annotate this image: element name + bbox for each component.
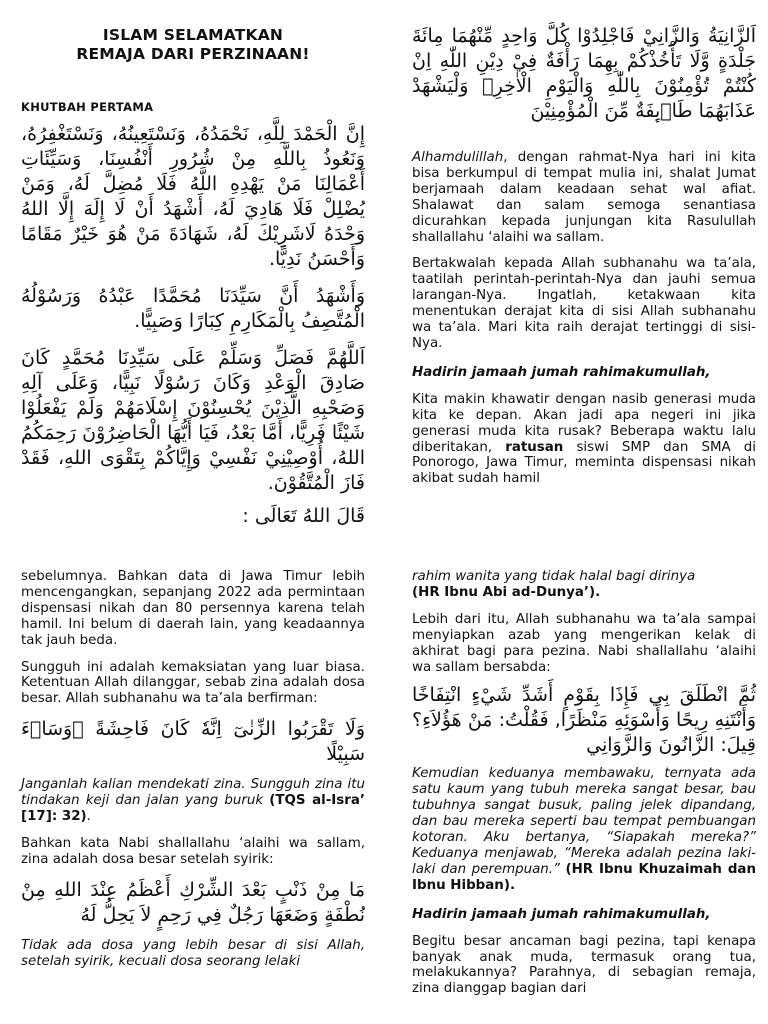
arabic-opening-praise: إِنَّ الْحَمْدَ لِلَّهِ، نَحْمَدُهُ، وَنَسْتَعِينُهُ، وَنَسْتَغْفِرُهُ، وَنَعُوذُ بِاللَّهِ مِنْ شُرُورِ أَنْفُسِنَا، وَسَيِّئَاتِ أَعْمَالِنَا مَنْ يَهْدِهِ اللَّهُ فَلَا مُضِلَّ لَهُ، وَمَنْ يُضْلِلْ فَلَا هَادِيَ لَهُ، أَشْهَدُ أَنْ لَا إِلَهَ إِلَّا اللهُ وَحْدَهُ لَاشَرِيْكَ لَهُ، شَهَادَةَ مَنْ هُوَ خَيْرٌ مَقَامًا وَأَحْسَنُ نَدِيًّا. [21, 123, 365, 270]
title-line-1: ISLAM SELAMATKAN [102, 26, 284, 44]
khutbah-heading: KHUTBAH PERTAMA [21, 100, 154, 114]
hadith-dosa-continuation [412, 569, 756, 601]
left-column-top [21, 26, 365, 529]
hadith-azab-translation [412, 766, 756, 893]
arabic-hadith-dosa: مَا مِنْ ذَنْبٍ بَعْدَ الشِّرْكِ أَعْظَمُ عِنْدَ اللهِ مِنْ نُطْفَةٍ وَضَعَهَا رَجُلٌ فِي رَحِمٍ لاَ يَحِلُّ لَهُ [21, 878, 365, 926]
paragraph-opening-rest: , dengan rahmat-Nya hari ini kita bisa berkumpul di tempat mulia ini, shalat Jumat berjamaah dalam keadaan sehat wal afiat. Shalawat dan salam semoga senantiasa dicurahkan kepada junjungan kita Rasulullah shallallahu ‘alaihi wa sallam. [412, 150, 756, 245]
hadith-azab-reference: (HR Ibnu Khuzaimah dan Ibnu Hibban). [412, 861, 756, 893]
isra-end: . [86, 809, 91, 825]
paragraph-azab: Lebih dari itu, Allah subhanahu wa ta’ala sampai menyiapkan azab yang mengerikan kelak di akhirat bagi para pezina. Nabi shallallahu ‘alaihi wa sallam bersabda: [412, 611, 756, 675]
arabic-hadith-azab: ثُمَّ انْطَلَقَ بِي فَإِذَا بِقَوْمٍ أَشَدِّ شَيْءٍ انْتِفَاخًا وَأَنْتَنِهِ رِيحًا وَأَسْوَئِهِ مَنْظَرًا, فَقُلْتُ: مَنْ هَؤُلاَءِ؟ قِيلَ: الزَّانُونَ وَالزَّوَانِي [412, 684, 756, 757]
hadith-dosa-cont-text: rahim wanita yang tidak halal bagi dirinya [412, 569, 696, 584]
paragraph-data-jatim: sebelumnya. Bahkan data di Jawa Timur lebih mencengangkan, sepanjang 2022 ada permintaan dispensasi nikah dan 80 persennya karena telah hamil. Ini belum di daerah lain, yang keadaannya tak jauh beda. [21, 569, 365, 648]
right-column-bottom [412, 569, 756, 997]
isra-translation-text: Janganlah kalian mendekati zina. Sungguh zina itu tindakan keji dan jalan yang buruk [21, 777, 365, 809]
arabic-verse-al-isra: وَلَا تَقْرَبُوا الزِّنٰىٓ اِنَّهٗ كَانَ فَاحِشَةً ۗوَسَاۤءَ سَبِيْلًا [21, 718, 365, 766]
alhamdulillah-text: Alhamdulillah [412, 150, 504, 165]
arabic-qala-allah: قَالَ اللهُ تَعَالَى : [242, 505, 365, 527]
arabic-verse-an-nur: اَلزَّانِيَةُ وَالزَّانِيْ فَاجْلِدُوْا كُلَّ وَاحِدٍ مِّنْهُمَا مِائَةَ جَلْدَةٍ وَّلَا تَأْخُذْكُمْ بِهِمَا رَأْفَةٌ فِيْ دِيْنِ اللّٰهِ اِنْ كُنْتُمْ تُؤْمِنُوْنَ بِاللّٰهِ وَالْيَوْمِ الْاٰخِرِۚ وَلْيَشْهَدْ عَذَابَهُمَا طَاۤىِٕفَةٌ مِّنَ الْمُؤْمِنِيْنَ [412, 25, 756, 122]
right-column-top [412, 24, 756, 487]
hadith-azab-translation-text: Kemudian keduanya membawaku, ternyata ada satu kaum yang tubuh mereka sangat besar, bau tubuhnya sangat busuk, paling jelek dipandang, dan bau mereka seperti bau tempat pembuangan kotoran. Aku bertanya, “Siapakah mereka?” Keduanya menjawab, “Mereka adalah pezina laki-laki dan perempuan.” [412, 766, 756, 877]
title-line-2: REMAJA DARI PERZINAAN! [76, 45, 310, 63]
paragraph-opening [412, 150, 756, 245]
article-title [21, 26, 365, 64]
hadirin-heading-1: Hadirin jamaah jumah rahimakumullah, [412, 364, 711, 380]
paragraph-kemaksiatan: Sungguh ini adalah kemaksiatan yang luar biasa. Ketentuan Allah dilanggar, sebab zina adalah dosa besar. Allah subhanahu wa ta’ala berfirman: [21, 659, 365, 707]
paragraph-ancaman: Begitu besar ancaman bagi pezina, tapi kenapa banyak anak muda, termasuk orang tua, melakukannya? Parahnya, di sebagian remaja, zina dianggap bagian dari [412, 933, 756, 997]
left-column-bottom [21, 569, 365, 970]
arabic-salawat: اَللَّهُمَّ فَصَلِّ وَسَلِّمْ عَلَى سَيِّدِنَا مُحَمَّدٍ كَانَ صَادِقَ الْوَعْدِ وَكَانَ رَسُوْلًا نَبِيًّا، وَعَلَى آلِهِ وَصَحْبِهِ الَّذِيْنَ يُحْسِنُوْنَ إِسْلَامَهُمْ وَلَمْ يَفْعَلُوْا شَيْئًا فَرِيًّا، أَمَّا بَعْدُ، فَيَا أَيُّهَا الْحَاضِرُوْنَ رَحِمَكُمُ اللهُ، أُوْصِيْنِيْ نَفْسِيْ وَإِيَّاكُمْ بِتَقْوَى اللهِ، فَقَدْ فَازَ الْمُتَّقُوْنَ. [21, 347, 365, 494]
paragraph-generasi-a: Kita makin khawatir dengan nasib generasi muda kita ke depan. Akan jadi apa negeri ini jika generasi muda kita rusak? Beberapa waktu lalu diberitakan, [412, 391, 756, 455]
hadith-dosa-translation: Tidak ada dosa yang lebih besar di sisi Allah, setelah syirik, kecuali dosa seorang lelaki [21, 937, 365, 969]
paragraph-generasi [412, 392, 756, 487]
paragraph-takwa: Bertakwalah kepada Allah subhanahu wa ta’ala, taatilah perintah-perintah-Nya dan jauhi semua larangan-Nya. Ingatlah, ketakwaan kita menentukan derajat kita di sisi Allah subhanahu wa ta’ala. Mari kita raih derajat tertinggi di sisi-Nya. [412, 256, 756, 351]
arabic-shahada: وَأَشْهَدُ أَنَّ سَيِّدَنَا مُحَمَّدًا عَبْدُهُ وَرَسُوْلُهُ الْمُتَّصِفُ بِالْمَكَارِمِ كِبَارًا وَصَبِيًّا. [21, 285, 365, 332]
paragraph-generasi-b: siswi SMP dan SMA di Ponorogo, Jawa Timur, meminta dispensasi nikah akibat sudah hamil [412, 439, 756, 487]
paragraph-dosa-besar: Bahkan kata Nabi shallallahu ‘alaihi wa sallam, zina adalah dosa besar setelah syirik: [21, 835, 365, 867]
isra-translation [21, 777, 365, 825]
ratusan-text: ratusan [505, 439, 564, 455]
hadith-dosa-reference: (HR Ibnu Abi ad-Dunya’). [412, 584, 601, 600]
hadirin-heading-2: Hadirin jamaah jumah rahimakumullah, [412, 906, 711, 922]
isra-reference: (TQS al-Isra’ [17]: 32) [21, 793, 365, 825]
